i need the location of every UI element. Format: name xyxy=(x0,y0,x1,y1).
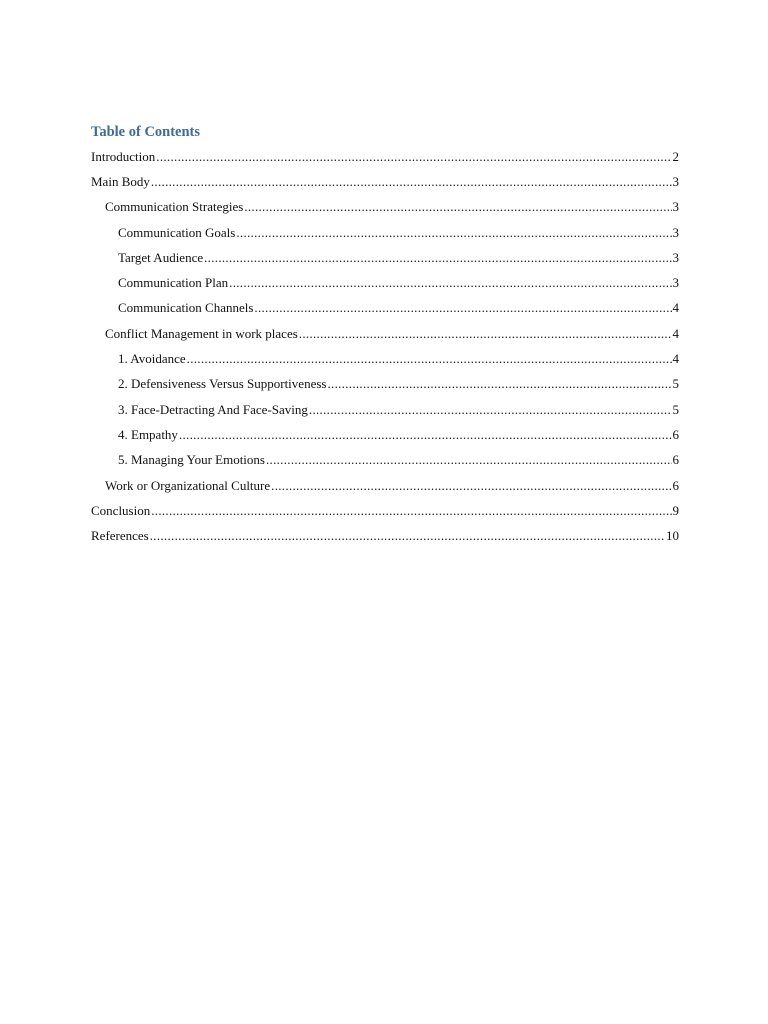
toc-dot-leader xyxy=(156,149,671,165)
toc-entry-communication-goals[interactable] xyxy=(91,220,679,245)
toc-dot-leader xyxy=(266,452,672,468)
toc-entry-page: 4 xyxy=(672,351,679,367)
toc-dot-leader xyxy=(150,528,665,544)
toc-dot-leader xyxy=(271,478,671,494)
toc-entry-label: Conclusion xyxy=(91,502,151,518)
toc-dot-leader xyxy=(187,351,672,367)
toc-list xyxy=(91,144,679,549)
toc-entry-label: Communication Goals xyxy=(118,224,236,240)
toc-dot-leader xyxy=(309,402,672,418)
toc-entry-label: 3. Face-Detracting And Face-Saving xyxy=(118,401,308,417)
toc-entry-references[interactable] xyxy=(91,523,679,548)
toc-entry-page: 9 xyxy=(672,502,679,518)
toc-entry-introduction[interactable] xyxy=(91,144,679,169)
toc-entry-label: Target Audience xyxy=(118,249,204,265)
toc-entry-conflict-management[interactable] xyxy=(91,321,679,346)
toc-entry-defensiveness[interactable] xyxy=(91,372,679,397)
toc-entry-main-body[interactable] xyxy=(91,169,679,194)
toc-entry-page: 6 xyxy=(672,452,679,468)
toc-title: Table of Contents xyxy=(91,124,201,140)
toc-entry-conclusion[interactable] xyxy=(91,498,679,523)
toc-entry-page: 3 xyxy=(672,173,679,189)
toc-entry-label: Communication Channels xyxy=(118,300,254,316)
toc-dot-leader xyxy=(299,326,672,342)
toc-entry-managing-emotions[interactable] xyxy=(91,448,679,473)
toc-dot-leader xyxy=(229,275,671,291)
toc-entry-page: 5 xyxy=(672,376,679,392)
toc-entry-page: 2 xyxy=(672,148,679,164)
toc-entry-label: Main Body xyxy=(91,173,150,189)
toc-entry-page: 4 xyxy=(672,300,679,316)
toc-dot-leader xyxy=(327,376,671,392)
toc-entry-label: 4. Empathy xyxy=(118,426,178,442)
toc-entry-label: Work or Organizational Culture xyxy=(105,477,271,493)
toc-entry-communication-strategies[interactable] xyxy=(91,195,679,220)
toc-entry-label: References xyxy=(91,528,149,544)
toc-entry-label: 5. Managing Your Emotions xyxy=(118,452,265,468)
toc-entry-organizational-culture[interactable] xyxy=(91,473,679,498)
toc-entry-communication-channels[interactable] xyxy=(91,296,679,321)
toc-dot-leader xyxy=(179,427,672,443)
toc-entry-page: 3 xyxy=(672,249,679,265)
toc-dot-leader xyxy=(236,225,671,241)
toc-entry-label: Introduction xyxy=(91,148,156,164)
toc-dot-leader xyxy=(204,250,671,266)
toc-entry-target-audience[interactable] xyxy=(91,245,679,270)
toc-dot-leader xyxy=(151,174,672,190)
toc-entry-communication-plan[interactable] xyxy=(91,270,679,295)
toc-entry-label: Communication Strategies xyxy=(105,199,244,215)
toc-entry-page: 4 xyxy=(672,325,679,341)
toc-entry-page: 10 xyxy=(666,528,679,544)
toc-entry-face-detracting[interactable] xyxy=(91,397,679,422)
toc-entry-label: 2. Defensiveness Versus Supportiveness xyxy=(118,376,327,392)
toc-entry-page: 6 xyxy=(672,477,679,493)
toc-entry-avoidance[interactable] xyxy=(91,346,679,371)
toc-entry-empathy[interactable] xyxy=(91,422,679,447)
toc-entry-page: 3 xyxy=(672,275,679,291)
toc-dot-leader xyxy=(254,300,671,316)
toc-entry-page: 3 xyxy=(672,199,679,215)
toc-dot-leader xyxy=(244,199,671,215)
toc-entry-page: 3 xyxy=(672,224,679,240)
toc-dot-leader xyxy=(151,503,671,519)
toc-entry-label: Conflict Management in work places xyxy=(105,325,298,341)
toc-entry-page: 6 xyxy=(672,426,679,442)
toc-entry-page: 5 xyxy=(672,401,679,417)
toc-entry-label: Communication Plan xyxy=(118,275,229,291)
toc-entry-label: 1. Avoidance xyxy=(118,351,186,367)
